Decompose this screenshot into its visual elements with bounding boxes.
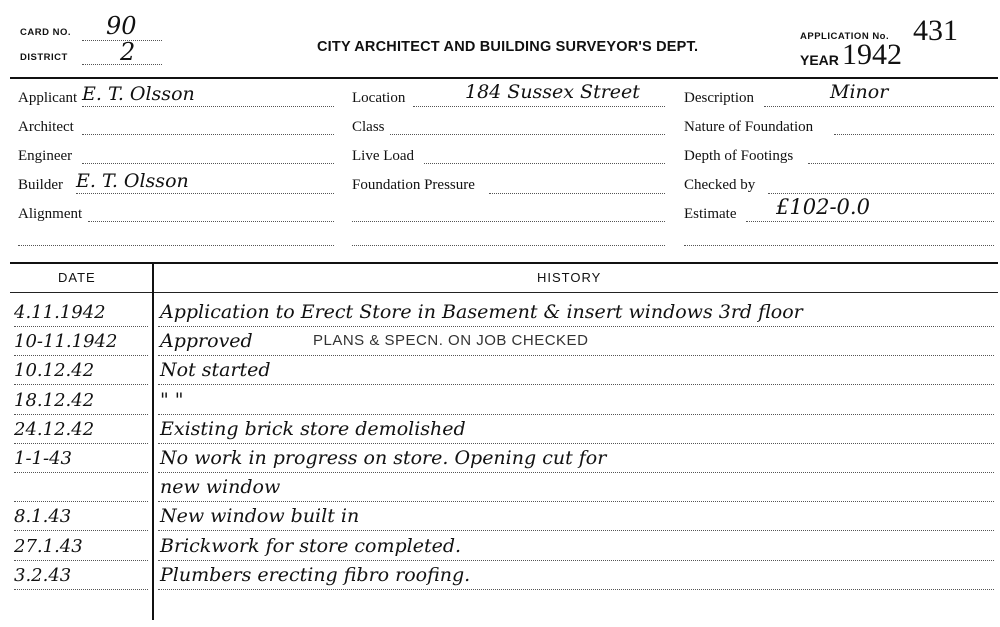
history-rule	[158, 589, 994, 590]
history-entry: Not started	[160, 359, 271, 381]
history-entry: Application to Erect Store in Basement & insert windows 3rd floor	[160, 301, 803, 323]
col2-line-5	[352, 221, 665, 222]
history-entry: No work in progress on store. Opening cut for	[160, 447, 607, 469]
nature-line	[834, 134, 994, 135]
history-entry: Brickwork for store completed.	[160, 535, 462, 557]
alignment-label: Alignment	[18, 206, 83, 222]
builder-label: Builder	[18, 177, 63, 193]
foundation-pressure-line	[489, 193, 665, 194]
history-rule	[158, 443, 994, 444]
engineer-line	[82, 163, 334, 164]
date-rule	[14, 326, 148, 327]
history-entry: new window	[160, 476, 281, 498]
col3-line-6	[684, 245, 994, 246]
district-value: 2	[120, 38, 136, 66]
history-entry: New window built in	[160, 505, 360, 527]
history-rule	[158, 414, 994, 415]
date-rule	[14, 414, 148, 415]
location-label: Location	[352, 90, 406, 106]
foundation-pressure-label: Foundation Pressure	[352, 177, 475, 193]
depth-line	[808, 163, 994, 164]
history-top-rule	[10, 262, 998, 264]
district-label: DISTRICT	[20, 52, 68, 63]
year-value: 1942	[842, 38, 902, 71]
date-header: DATE	[58, 270, 96, 285]
date-rule	[14, 355, 148, 356]
applicant-value: E. T. Olsson	[82, 83, 195, 105]
history-header-rule	[10, 292, 998, 293]
history-date: 1-1-43	[14, 448, 72, 469]
history-date: 18.12.42	[14, 390, 95, 411]
history-rule	[158, 384, 994, 385]
estimate-value: £102-0.0	[776, 195, 870, 219]
architect-label: Architect	[18, 119, 74, 135]
history-entry: Plumbers erecting fibro roofing.	[160, 564, 471, 586]
builder-line	[76, 193, 334, 194]
history-entry: Existing brick store demolished	[160, 418, 466, 440]
application-value: 431	[913, 14, 958, 47]
card-no-value: 90	[106, 12, 137, 40]
live-load-line	[424, 163, 665, 164]
checked-line	[768, 193, 994, 194]
engineer-label: Engineer	[18, 148, 73, 164]
class-label: Class	[352, 119, 385, 135]
dept-title: CITY ARCHITECT AND BUILDING SURVEYOR'S DEPT.	[317, 39, 699, 55]
history-date: 27.1.43	[14, 536, 83, 557]
estimate-label: Estimate	[684, 206, 737, 222]
description-line	[764, 106, 994, 107]
header-rule	[10, 77, 998, 79]
col2-line-6	[352, 245, 665, 246]
applicant-label: Applicant	[18, 90, 78, 106]
checked-label: Checked by	[684, 177, 756, 193]
architect-line	[82, 134, 334, 135]
history-entry: Approved	[160, 330, 253, 352]
history-date: 10-11.1942	[14, 331, 118, 352]
description-value: Minor	[830, 81, 889, 103]
history-header: HISTORY	[537, 270, 602, 285]
checked-stamp: PLANS & SPECN. ON JOB CHECKED	[313, 332, 589, 349]
history-date: 10.12.42	[14, 360, 95, 381]
estimate-line	[746, 221, 994, 222]
live-load-label: Live Load	[352, 148, 415, 164]
location-value: 184 Sussex Street	[465, 81, 640, 103]
applicant-line	[82, 106, 334, 107]
location-line	[413, 106, 665, 107]
date-rule	[14, 501, 148, 502]
date-column-divider	[152, 262, 154, 620]
history-date: 8.1.43	[14, 506, 72, 527]
history-rule	[158, 355, 994, 356]
class-line	[390, 134, 665, 135]
history-date: 4.11.1942	[14, 302, 106, 323]
alignment-line-2	[18, 245, 334, 246]
history-rule	[158, 501, 994, 502]
date-rule	[14, 589, 148, 590]
application-label: APPLICATION No.	[800, 31, 890, 42]
date-rule	[14, 443, 148, 444]
builder-value: E. T. Olsson	[76, 170, 189, 192]
card-no-label: CARD NO.	[20, 27, 71, 38]
date-rule	[14, 472, 148, 473]
history-entry: " "	[160, 389, 184, 411]
history-rule	[158, 326, 994, 327]
year-label: YEAR	[800, 52, 839, 68]
date-rule	[14, 560, 148, 561]
history-rule	[158, 472, 994, 473]
history-date: 24.12.42	[14, 419, 95, 440]
history-rule	[158, 560, 994, 561]
district-line	[82, 64, 162, 65]
nature-label: Nature of Foundation	[684, 119, 814, 135]
depth-label: Depth of Footings	[684, 148, 794, 164]
description-label: Description	[684, 90, 754, 106]
history-rule	[158, 530, 994, 531]
history-date: 3.2.43	[14, 565, 72, 586]
alignment-line	[88, 221, 334, 222]
date-rule	[14, 384, 148, 385]
date-rule	[14, 530, 148, 531]
